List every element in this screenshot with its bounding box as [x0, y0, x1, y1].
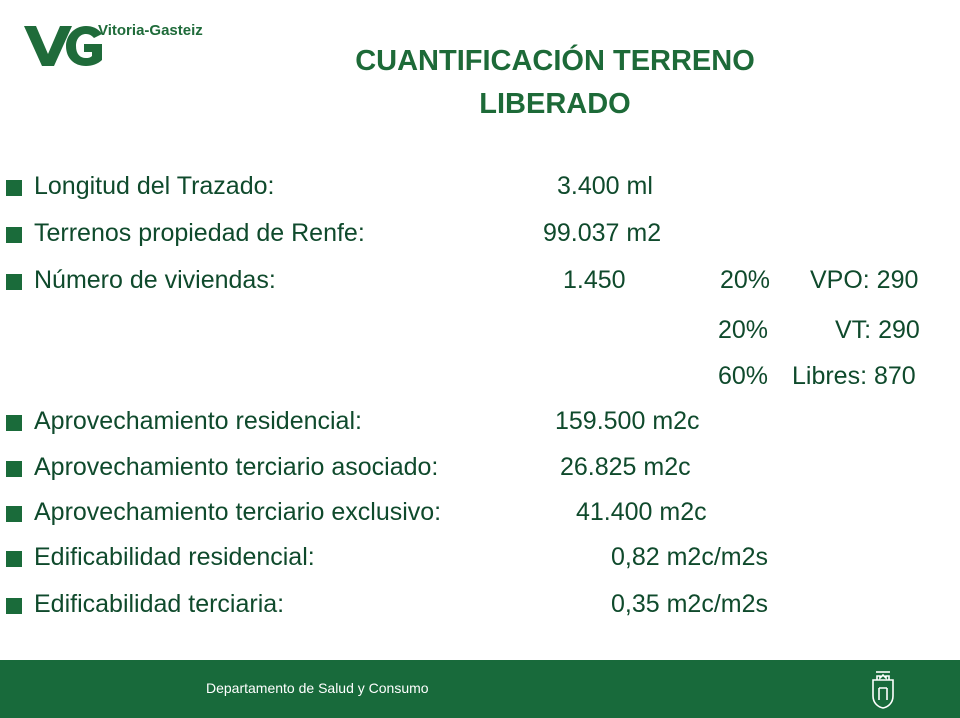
bullet-icon [6, 227, 22, 243]
list-item [0, 172, 960, 212]
list-item [0, 590, 960, 630]
bullet-icon [6, 274, 22, 290]
bullet-icon [6, 180, 22, 196]
item-label: Aprovechamiento residencial: [34, 407, 362, 435]
item-label: Aprovechamiento terciario exclusivo: [34, 498, 442, 526]
item-percent: 20% [720, 266, 771, 294]
list-item [0, 453, 960, 493]
list-item [0, 362, 960, 402]
item-value: 99.037 m2 [543, 219, 662, 247]
title-line-2: LIBERADO [479, 88, 631, 120]
logo-text: Vitoria-Gasteiz [98, 22, 203, 39]
list-item [0, 498, 960, 538]
title-line-1: CUANTIFICACIÓN TERRENO [355, 45, 755, 77]
item-extra: VT: 290 [835, 316, 920, 344]
item-label: Longitud del Trazado: [34, 172, 275, 200]
item-value: 26.825 m2c [560, 453, 691, 481]
city-crest-icon [868, 670, 898, 710]
footer-bar [0, 660, 960, 718]
item-extra: Libres: 870 [792, 362, 916, 390]
bullet-icon [6, 551, 22, 567]
item-percent: 60% [718, 362, 769, 390]
item-extra: VPO: 290 [810, 266, 919, 294]
item-label: Edificabilidad terciaria: [34, 590, 285, 618]
item-label: Número de viviendas: [34, 266, 276, 294]
bullet-icon [6, 415, 22, 431]
item-value: 3.400 ml [557, 172, 653, 200]
item-value: 41.400 m2c [576, 498, 707, 526]
list-item [0, 407, 960, 447]
list-item [0, 316, 960, 356]
item-value: 0,82 m2c/m2s [611, 543, 769, 571]
bullet-icon [6, 598, 22, 614]
list-item [0, 266, 960, 306]
bullet-icon [6, 461, 22, 477]
item-label: Edificabilidad residencial: [34, 543, 315, 571]
bullet-icon [6, 506, 22, 522]
list-item [0, 219, 960, 259]
item-percent: 20% [718, 316, 769, 344]
item-label: Aprovechamiento terciario asociado: [34, 453, 439, 481]
item-value: 0,35 m2c/m2s [611, 590, 769, 618]
list-item [0, 543, 960, 583]
item-value: 1.450 [563, 266, 626, 294]
department-name: Departamento de Salud y Consumo [206, 680, 429, 696]
item-label: Terrenos propiedad de Renfe: [34, 219, 365, 247]
item-value: 159.500 m2c [555, 407, 700, 435]
